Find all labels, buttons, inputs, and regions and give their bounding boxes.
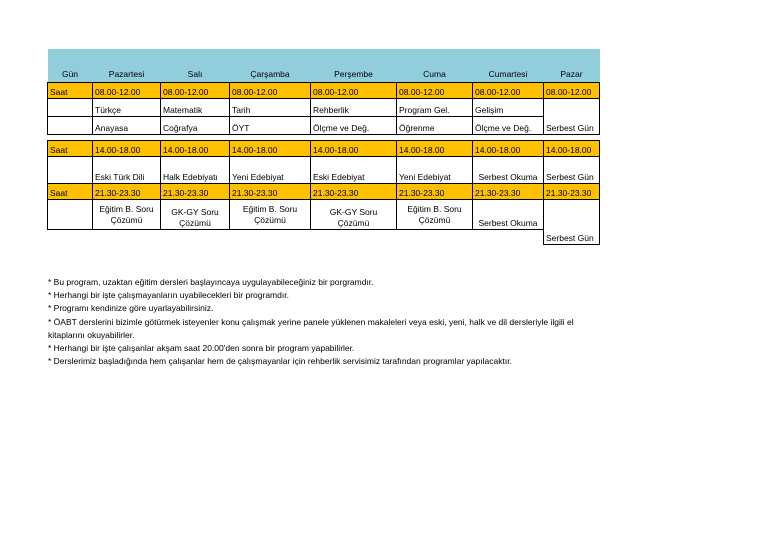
time-row [48, 184, 600, 200]
time-cell: 08.00-12.00 [230, 83, 311, 99]
header-day: Cuma [397, 49, 473, 83]
time-cell: 14.00-18.00 [230, 141, 311, 157]
header-day: Çarşamba [230, 49, 311, 83]
header-row [48, 49, 600, 83]
subject-cell: Halk Edebiyatı [161, 157, 230, 184]
subject-cell: Serbest Gün [544, 200, 600, 245]
time-cell: 08.00-12.00 [311, 83, 397, 99]
time-cell: 21.30-23.30 [473, 184, 544, 200]
subject-cell: Eğitim B. Soru Çözümü [397, 200, 473, 230]
subject-row [48, 200, 600, 230]
time-cell: 14.00-18.00 [397, 141, 473, 157]
saat-label: Saat [48, 83, 93, 99]
notes-section [48, 276, 608, 368]
note-line: * Derslerimiz başladığında hem çalışanlar hem de çalışmayanlar için rehberlik servisimiz tarafından programlar yapılacaktır. [48, 356, 512, 367]
header-day: Pazartesi [93, 49, 161, 83]
subject-cell: Türkçe [93, 99, 161, 117]
subject-cell: GK-GY Soru Çözümü [311, 200, 397, 230]
subject-cell: Eğitim B. Soru Çözümü [230, 200, 311, 230]
note-line: * Herhangi bir işte çalışanlar akşam saat 20.00'den sonra bir program yapabilirler. [48, 343, 355, 354]
subject-cell: Gelişim [473, 99, 544, 117]
blank-cell [48, 200, 93, 230]
time-row [48, 141, 600, 157]
header-day: Pazar [544, 49, 600, 83]
subject-cell: Tarih [230, 99, 311, 117]
time-cell: 21.30-23.30 [93, 184, 161, 200]
note-line: * Herhangi bir işte çalışmayanların uyabilecekleri bir programdır. [48, 290, 289, 301]
subject-cell: Serbest Okuma [473, 200, 544, 230]
header-day: Salı [161, 49, 230, 83]
subject-cell: Anayasa [93, 117, 161, 135]
subject-row [48, 157, 600, 184]
spacer-row [48, 230, 600, 245]
subject-cell: Serbest Okuma [473, 157, 544, 184]
subject-cell: Eski Türk Dili [93, 157, 161, 184]
time-cell: 14.00-18.00 [93, 141, 161, 157]
note-line: * ÖABT derslerini bizimle götürmek isteyenler konu çalışmak yerine panele yüklenen makaleleri veya eski, yeni, halk ve dil dersleriyle ilgili el kitaplarını okuyabilirler. [48, 316, 574, 340]
header-day: Cumartesi [473, 49, 544, 83]
time-cell: 14.00-18.00 [473, 141, 544, 157]
subject-cell: Program Gel. [397, 99, 473, 117]
subject-cell: Ölçme ve Değ. [473, 117, 544, 135]
time-cell: 21.30-23.30 [230, 184, 311, 200]
time-cell: 08.00-12.00 [544, 83, 600, 99]
subject-cell: Öğrenme [397, 117, 473, 135]
time-cell: 21.30-23.30 [311, 184, 397, 200]
time-row [48, 83, 600, 99]
time-cell: 08.00-12.00 [473, 83, 544, 99]
time-cell: 21.30-23.30 [397, 184, 473, 200]
note-line: * Programı kendinize göre uyarlayabilirsiniz. [48, 303, 214, 314]
subject-cell: GK-GY Soru Çözümü [161, 200, 230, 230]
time-cell: 08.00-12.00 [161, 83, 230, 99]
subject-cell: Matematik [161, 99, 230, 117]
time-cell: 14.00-18.00 [544, 141, 600, 157]
subject-cell: Yeni Edebiyat [397, 157, 473, 184]
time-cell: 14.00-18.00 [161, 141, 230, 157]
subject-cell: Ölçme ve Değ. [311, 117, 397, 135]
subject-cell: ÖYT [230, 117, 311, 135]
note-line: * Bu program, uzaktan eğitim dersleri başlayıncaya uygulayabileceğiniz bir porgramdır. [48, 277, 374, 287]
subject-cell: Rehberlik [311, 99, 397, 117]
saat-label: Saat [48, 184, 93, 200]
time-cell: 08.00-12.00 [93, 83, 161, 99]
saat-label: Saat [48, 141, 93, 157]
subject-row [48, 117, 600, 135]
subject-cell: Eski Edebiyat [311, 157, 397, 184]
header-gun: Gün [48, 49, 93, 83]
time-cell: 21.30-23.30 [544, 184, 600, 200]
blank-cell [48, 99, 93, 117]
blank-cell [48, 117, 93, 135]
time-cell: 14.00-18.00 [311, 141, 397, 157]
subject-row [48, 99, 600, 117]
subject-cell: Coğrafya [161, 117, 230, 135]
time-cell: 21.30-23.30 [161, 184, 230, 200]
subject-cell: Eğitim B. Soru Çözümü [93, 200, 161, 230]
header-day: Perşembe [311, 49, 397, 83]
time-cell: 08.00-12.00 [397, 83, 473, 99]
subject-cell: Serbest Gün [544, 157, 600, 184]
subject-cell: Serbest Gün [544, 99, 600, 135]
blank-cell [48, 157, 93, 184]
subject-cell: Yeni Edebiyat [230, 157, 311, 184]
weekly-schedule-table [47, 49, 600, 245]
